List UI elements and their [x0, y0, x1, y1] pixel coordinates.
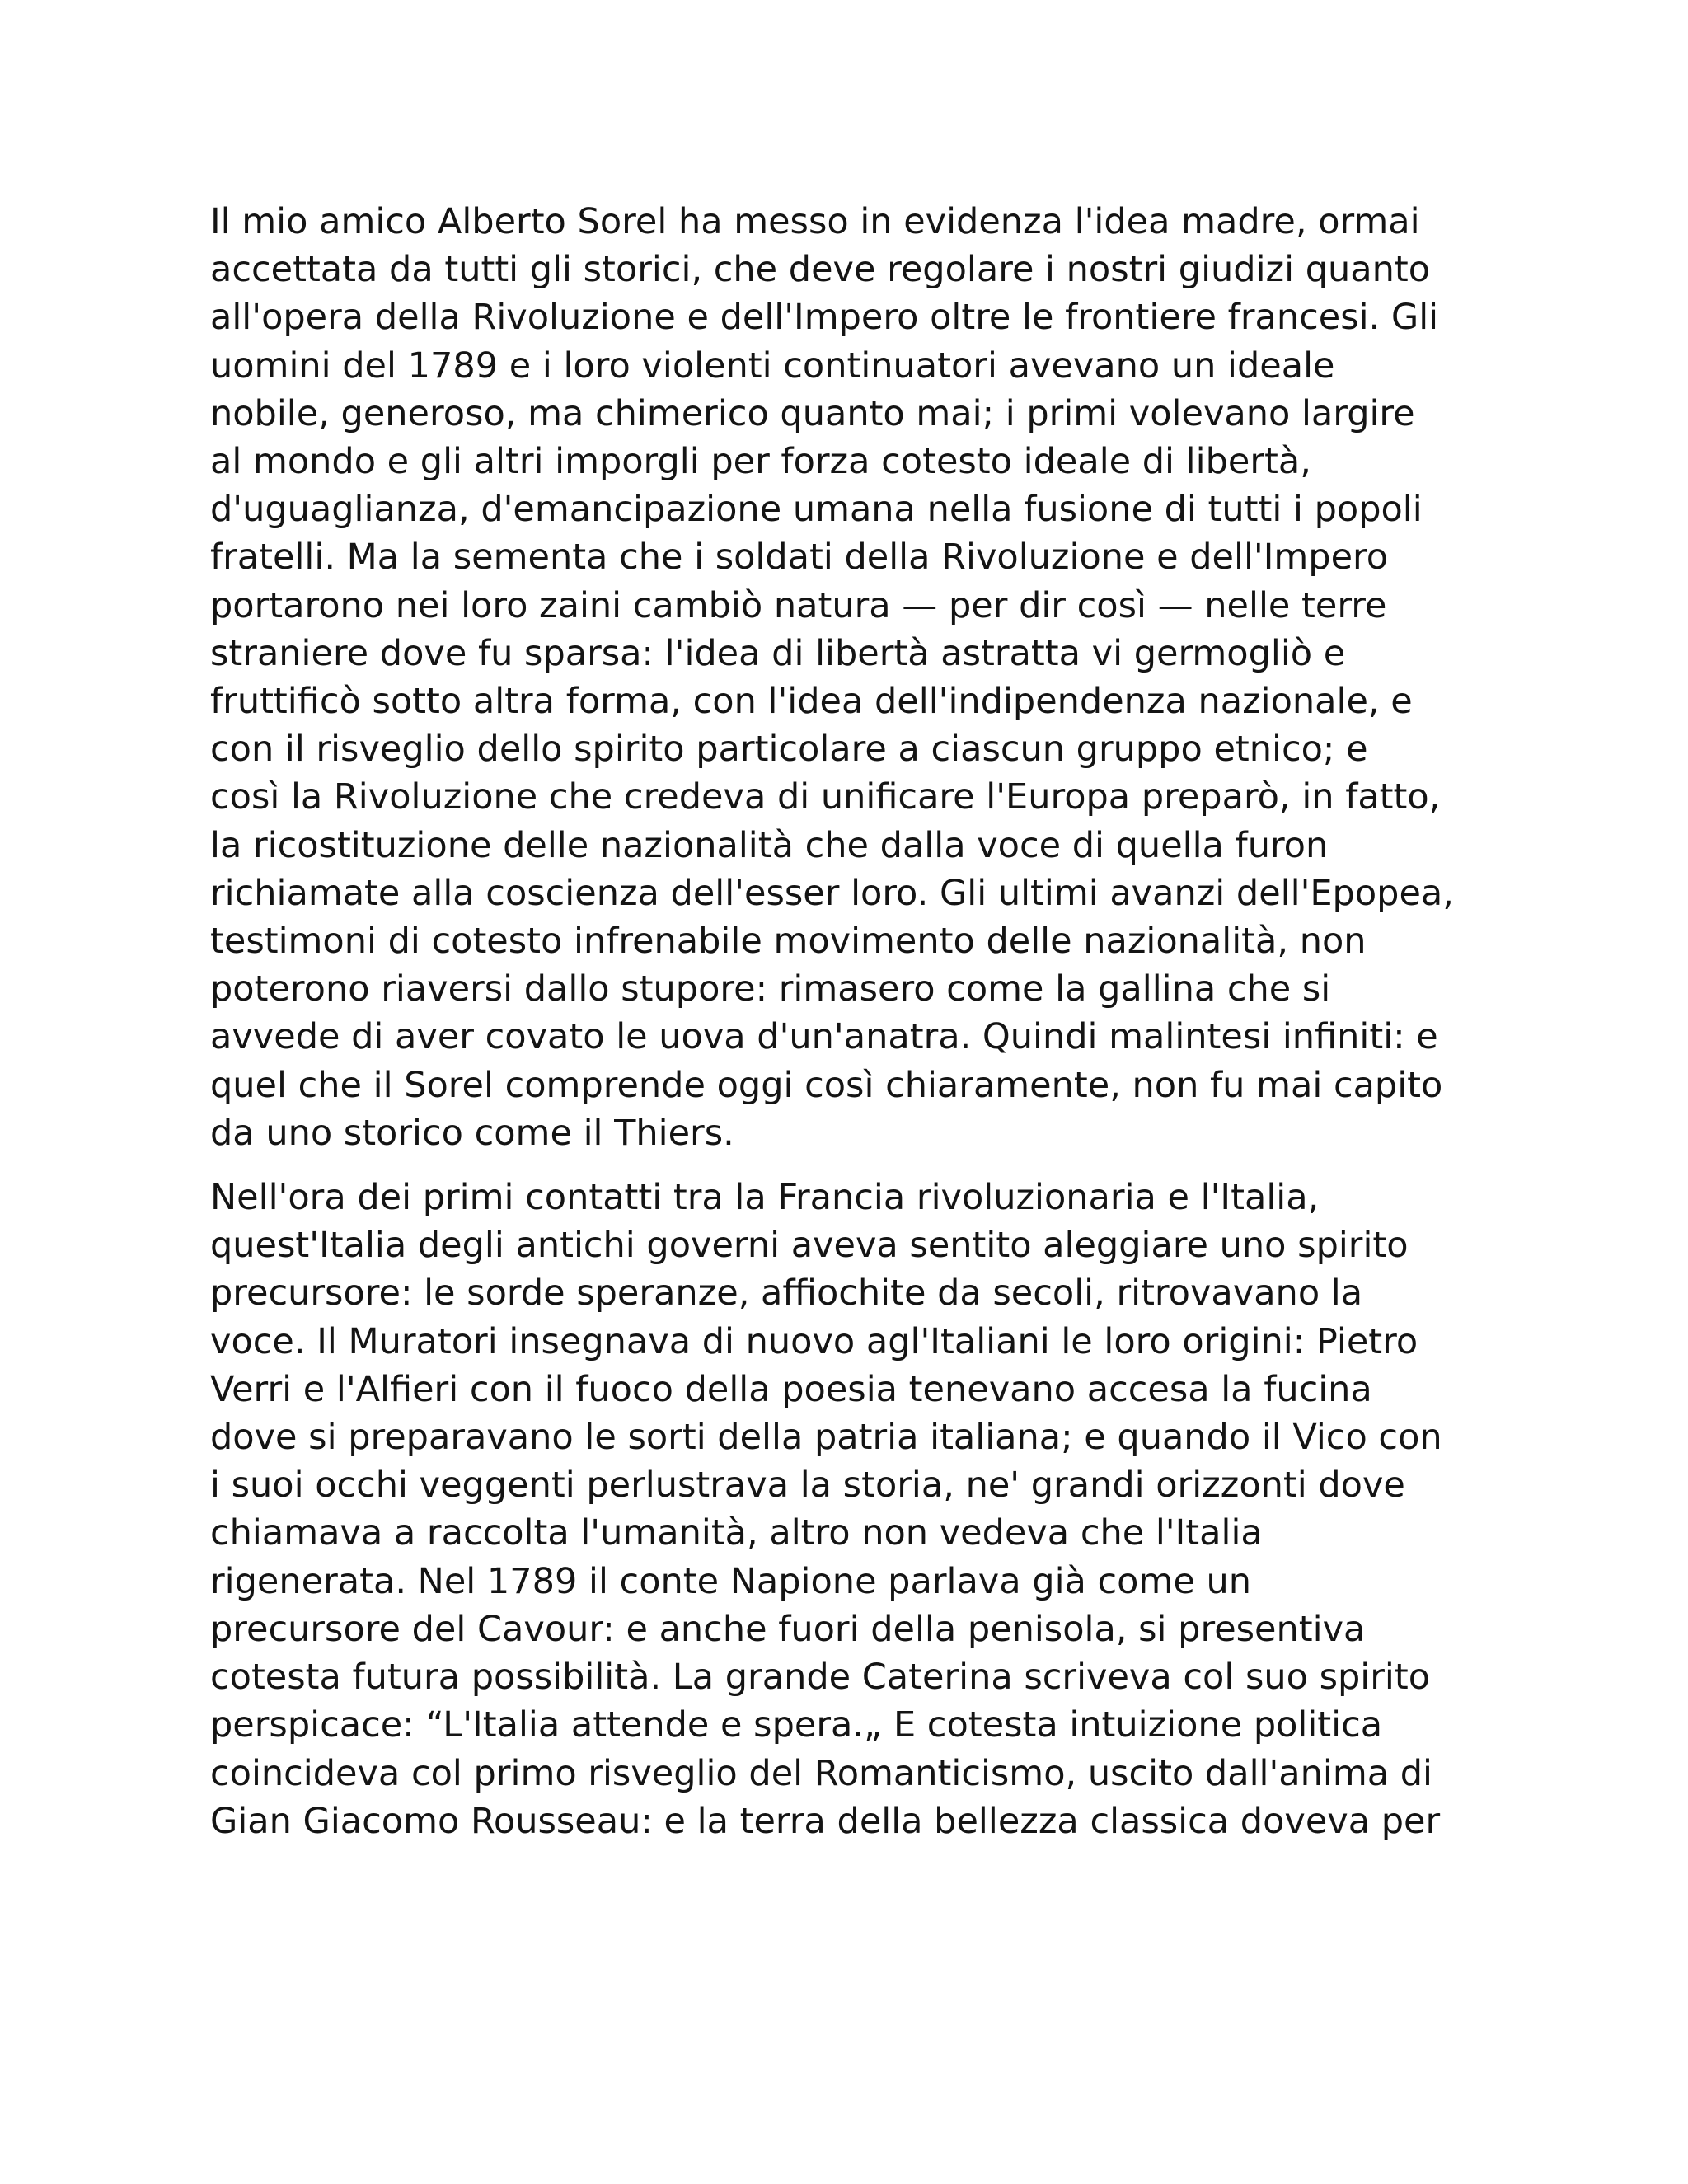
text-line: coincideva col primo risveglio del Romanticismo, uscito dall'anima di [210, 1752, 1432, 1794]
text-line: avvede di aver covato le uova d'un'anatra. Quindi malintesi infiniti: e [210, 1016, 1438, 1058]
text-line: la ricostituzione delle nazionalità che dalla voce di quella furon [210, 824, 1329, 866]
text-line: portarono nei loro zaini cambiò natura — per dir così — nelle terre [210, 584, 1387, 626]
text-line: nobile, generoso, ma chimerico quanto mai; i primi volevano largire [210, 392, 1415, 434]
text-line: precursore del Cavour: e anche fuori della penisola, si presentiva [210, 1608, 1366, 1650]
text-line: cotesta futura possibilità. La grande Caterina scriveva col suo spirito [210, 1657, 1431, 1699]
text-line: i suoi occhi veggenti perlustrava la storia, ne' grandi orizzonti dove [210, 1465, 1405, 1507]
text-line: d'uguaglianza, d'emancipazione umana nella fusione di tutti i popoli [210, 489, 1423, 531]
paragraph [210, 1174, 1496, 1845]
text-line: fratelli. Ma la sementa che i soldati della Rivoluzione e dell'Impero [210, 537, 1389, 579]
text-line: accettata da tutti gli storici, che deve regolare i nostri giudizi quanto [210, 249, 1431, 291]
text-line: con il risveglio dello spirito particolare a ciascun gruppo etnico; e [210, 729, 1368, 771]
text-line: straniere dove fu sparsa: l'idea di libertà astratta vi germogliò e [210, 632, 1346, 674]
text-line: richiamate alla coscienza dell'esser loro. Gli ultimi avanzi dell'Epopea, [210, 872, 1454, 914]
text-line: Il mio amico Alberto Sorel ha messo in evidenza l'idea madre, ormai [210, 201, 1420, 242]
text-line: testimoni di cotesto infrenabile movimento delle nazionalità, non [210, 921, 1367, 963]
text-line: quel che il Sorel comprende oggi così chiaramente, non fu mai capito [210, 1064, 1443, 1106]
text-line: al mondo e gli altri imporgli per forza cotesto ideale di libertà, [210, 441, 1311, 483]
text-line: precursore: le sorde speranze, affiochite da secoli, ritrovavano la [210, 1272, 1363, 1315]
text-line: fruttificò sotto altra forma, con l'idea dell'indipendenza nazionale, e [210, 681, 1413, 723]
text-line: uomini del 1789 e i loro violenti continuatori avevano un ideale [210, 344, 1335, 387]
text-line: rigenerata. Nel 1789 il conte Napione parlava già come un [210, 1560, 1251, 1602]
document-page [210, 198, 1496, 1862]
text-line: così la Rivoluzione che credeva di unificare l'Europa preparò, in fatto, [210, 776, 1441, 818]
text-line: voce. Il Muratori insegnava di nuovo agl'Italiani le loro origini: Pietro [210, 1320, 1418, 1362]
text-line: poterono riaversi dallo stupore: rimasero come la gallina che si [210, 968, 1331, 1010]
text-line: Verri e l'Alfieri con il fuoco della poesia tenevano accesa la fucina [210, 1368, 1372, 1410]
text-line: all'opera della Rivoluzione e dell'Impero oltre le frontiere francesi. Gli [210, 297, 1439, 339]
text-line: Gian Giacomo Rousseau: e la terra della bellezza classica doveva per [210, 1800, 1441, 1842]
paragraph [210, 198, 1496, 1157]
text-line: dove si preparavano le sorti della patria italiana; e quando il Vico con [210, 1417, 1442, 1459]
text-line: perspicace: “L'Italia attende e spera.„ E cotesta intuizione politica [210, 1704, 1383, 1746]
text-line: chiamava a raccolta l'umanità, altro non vedeva che l'Italia [210, 1512, 1263, 1554]
text-line: quest'Italia degli antichi governi aveva sentito aleggiare uno spirito [210, 1225, 1409, 1267]
text-line: Nell'ora dei primi contatti tra la Francia rivoluzionaria e l'Italia, [210, 1177, 1320, 1219]
text-line: da uno storico come il Thiers. [210, 1112, 734, 1154]
